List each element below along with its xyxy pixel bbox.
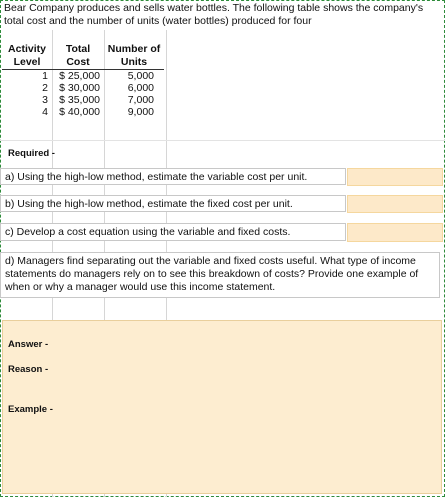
question-d: d) Managers find separating out the variable and fixed costs useful. What type of income statements do managers rely on to see this breakdown of costs? Provide one example of when or why a manager would use this income statement. — [0, 252, 440, 298]
header-units: Units — [104, 56, 164, 70]
answer-label: Answer - — [8, 339, 49, 350]
cell-level[interactable]: 1 — [42, 70, 48, 82]
cell-cost[interactable]: $ 25,000 — [59, 70, 100, 82]
table-row — [2, 82, 164, 94]
example-label: Example - — [8, 404, 53, 415]
table-row — [2, 70, 164, 83]
answer-cell-b[interactable] — [347, 195, 443, 213]
cell-cost[interactable]: $ 30,000 — [59, 82, 100, 94]
answer-input-area[interactable] — [2, 320, 442, 494]
cell-cost[interactable]: $ 40,000 — [59, 106, 100, 118]
question-a: a) Using the high-low method, estimate the variable cost per unit. — [0, 168, 346, 185]
table-row — [2, 94, 164, 106]
header-number-of: Number of — [107, 43, 161, 55]
cell-level[interactable]: 3 — [42, 94, 48, 106]
cost-data-table — [2, 43, 164, 118]
header-level: Level — [2, 56, 52, 70]
question-c: c) Develop a cost equation using the variable and fixed costs. — [0, 223, 346, 241]
problem-intro-text: Bear Company produces and sells water bottles. The following table shows the company's total cost and the number of units (water bottles) produced for four — [4, 2, 424, 27]
required-label: Required - — [8, 148, 55, 159]
answer-cell-c[interactable] — [347, 223, 443, 242]
question-b: b) Using the high-low method, estimate the fixed cost per unit. — [0, 195, 346, 212]
header-cost: Cost — [52, 56, 104, 70]
reason-label: Reason - — [8, 364, 49, 375]
header-activity: Activity — [8, 43, 46, 55]
cell-units[interactable]: 6,000 — [127, 82, 154, 94]
cell-level[interactable]: 4 — [42, 106, 48, 118]
cell-level[interactable]: 2 — [42, 82, 48, 94]
cell-units[interactable]: 7,000 — [127, 94, 154, 106]
cell-units[interactable]: 5,000 — [127, 70, 154, 82]
grid-row-line — [0, 140, 445, 141]
answer-cell-a[interactable] — [347, 168, 443, 186]
cell-units[interactable]: 9,000 — [127, 106, 154, 118]
table-row — [2, 106, 164, 118]
header-total: Total — [65, 43, 91, 55]
cell-cost[interactable]: $ 35,000 — [59, 94, 100, 106]
